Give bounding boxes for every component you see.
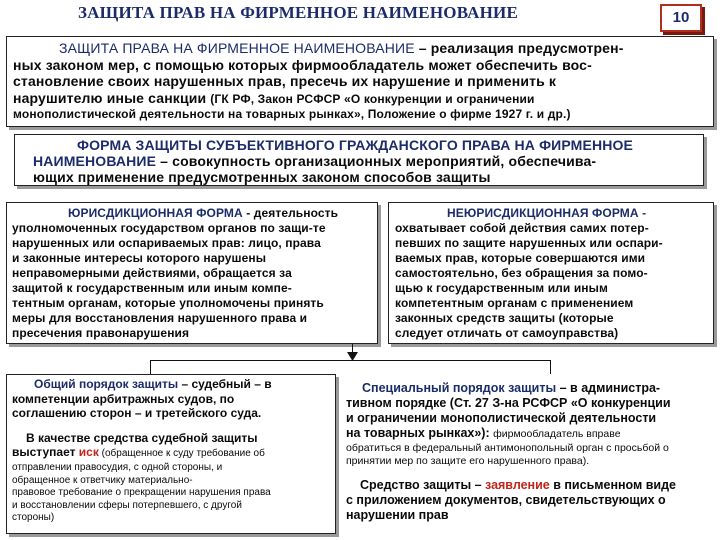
special-procedure-line-4-bold: на товарных рынках»):: [346, 426, 494, 440]
jurisdictional-term: ЮРИСДИКЦИОННАЯ ФОРМА: [68, 206, 243, 220]
general-procedure-means-line: [12, 445, 330, 462]
general-procedure-line-2: компетенции арбитражных судов, по: [12, 391, 235, 406]
definition-line-4-text: нарушителю иные санкции: [13, 89, 211, 106]
jurisdictional-form-box: [6, 202, 378, 344]
special-procedure-line-4: [346, 426, 710, 442]
general-procedure-box: [6, 374, 336, 534]
definition-term: ЗАЩИТА ПРАВА НА ФИРМЕННОЕ НАИМЕНОВАНИЕ: [59, 40, 415, 56]
jurisdictional-line: и законные интересы которого нарушены: [12, 251, 267, 265]
special-procedure-line-4-note: фирмообладатель вправе: [493, 428, 621, 440]
page-number-badge: 10: [660, 4, 702, 32]
general-procedure-means-pre: выступает: [12, 445, 79, 460]
special-procedure-means-extra: с приложением документов, свидетельствующих о: [346, 493, 666, 507]
special-procedure-box: [342, 380, 714, 532]
special-procedure-line-3: и ограничении монополистической деятельности: [346, 411, 657, 425]
non-jurisdictional-term: НЕЮРИСДИКЦИОННАЯ ФОРМА -: [447, 206, 647, 220]
jurisdictional-line: нарушенных или оспариваемых прав: лицо, права: [12, 236, 321, 250]
non-jurisdictional-line: следует отличать от самоуправства): [395, 326, 619, 340]
jurisdictional-line: уполномоченных государством органов по защи-те: [12, 221, 326, 235]
definition-line-1: [13, 40, 707, 57]
general-procedure-term: Общий порядок защиты: [34, 377, 179, 391]
general-procedure-note: обращенное к ответчику материально-: [12, 474, 193, 486]
non-jurisdictional-line: ваемых прав, которые совершаются ими: [395, 251, 646, 265]
special-procedure-means-pre: Средство защиты –: [360, 478, 486, 492]
general-procedure-note: отправлении правосудия, с одной стороны, и: [12, 461, 223, 473]
definition-legal-reference: (ГК РФ, Закон РСФСР «О конкуренции и ограничении: [210, 91, 535, 106]
connector-right-drop: [550, 360, 551, 374]
general-procedure-line-1: [12, 377, 330, 392]
special-procedure-note: обратиться в федеральный антимонопольный орган с просьбой о: [346, 442, 669, 454]
non-jurisdictional-line: самостоятельно, без обращения за помо-: [395, 266, 648, 280]
jurisdictional-line: пресечения правонарушения: [12, 326, 190, 340]
general-procedure-note: стороны): [12, 512, 55, 524]
special-procedure-note: принятии мер по защите его нарушенного права).: [346, 455, 590, 467]
special-procedure-term: Специальный порядок защиты: [362, 381, 557, 395]
special-procedure-means-rest: в письменном виде: [549, 478, 676, 492]
protection-form-line-3: ющих применение предусмотренных законом способов защиты: [33, 169, 491, 185]
definition-line-3: становление своих нарушенных прав, пресечь их нарушение и применить к: [13, 73, 557, 90]
connector-left-drop: [150, 360, 151, 374]
definition-line-1-rest: – реализация предусмотрен-: [414, 40, 624, 56]
page-title: ЗАЩИТА ПРАВ НА ФИРМЕННОЕ НАИМЕНОВАНИЕ: [78, 3, 519, 22]
jurisdictional-line: меры для восстановления нарушенного права и: [12, 311, 308, 325]
non-jurisdictional-line: законных средств защиты (которые: [395, 311, 614, 325]
jurisdictional-line-1-rest: - деятельность: [242, 206, 339, 220]
protection-form-box: [14, 134, 704, 186]
jurisdictional-line: защитой к государственным или иным компе-: [12, 281, 292, 295]
general-procedure-line-3: соглашению сторон – и третейского суда.: [12, 406, 262, 421]
jurisdictional-line: тентным органам, которые уполномочены принять: [12, 296, 324, 310]
jurisdictional-line-1: [12, 206, 372, 221]
general-procedure-note: и восстановлении сферы потерпевшего, с другой: [12, 499, 242, 511]
non-jurisdictional-form-box: [388, 202, 714, 344]
protection-form-line-2-rest: – совокупность организационных мероприятий, обеспечива-: [156, 153, 597, 169]
general-procedure-means-note: (обращенное к суду требование об: [98, 448, 265, 460]
protection-form-term: НАИМЕНОВАНИЕ: [33, 153, 157, 169]
special-procedure-line-1: [346, 381, 710, 396]
protection-form-line-2: [33, 153, 685, 169]
general-procedure-means-term: иск: [78, 445, 99, 460]
general-procedure-line-1-rest: – судебный – в: [178, 377, 272, 391]
special-procedure-line-2: тивном порядке (Ст. 27 З-на РСФСР «О конкуренции: [346, 396, 671, 410]
arrow-down-icon: [347, 352, 358, 361]
special-procedure-means-term: заявление: [485, 478, 550, 492]
definition-box: [6, 36, 714, 127]
special-procedure-means-extra: нарушении прав: [346, 508, 449, 522]
general-procedure-means-label: В качестве средства судебной защиты: [26, 430, 258, 445]
special-procedure-line-1-rest: – в администра-: [556, 381, 661, 395]
protection-form-line-1: ФОРМА ЗАЩИТЫ СУБЪЕКТИВНОГО ГРАЖДАНСКОГО ПРАВА НА ФИРМЕННОЕ: [77, 137, 634, 153]
non-jurisdictional-line: певших по защите нарушенных или оспари-: [395, 236, 663, 250]
definition-line-4: [13, 90, 707, 108]
general-procedure-note: правовое требование о прекращении нарушения права: [12, 487, 271, 499]
jurisdictional-line: неправомерными действиями, обращается за: [12, 266, 292, 280]
non-jurisdictional-line: щью к государственным или иным: [395, 281, 608, 295]
non-jurisdictional-line: охватывает собой действия самих потер-: [395, 221, 649, 235]
non-jurisdictional-line: компетентным органам с применением: [395, 296, 634, 310]
definition-line-5: монополистической деятельности на товарных рынках», Положение о фирме 1927 г. и др.): [13, 107, 571, 122]
definition-line-2: ных законом мер, с помощью которых фирмообладатель может обеспечить вос-: [13, 56, 592, 73]
special-procedure-means-line: [346, 478, 710, 493]
